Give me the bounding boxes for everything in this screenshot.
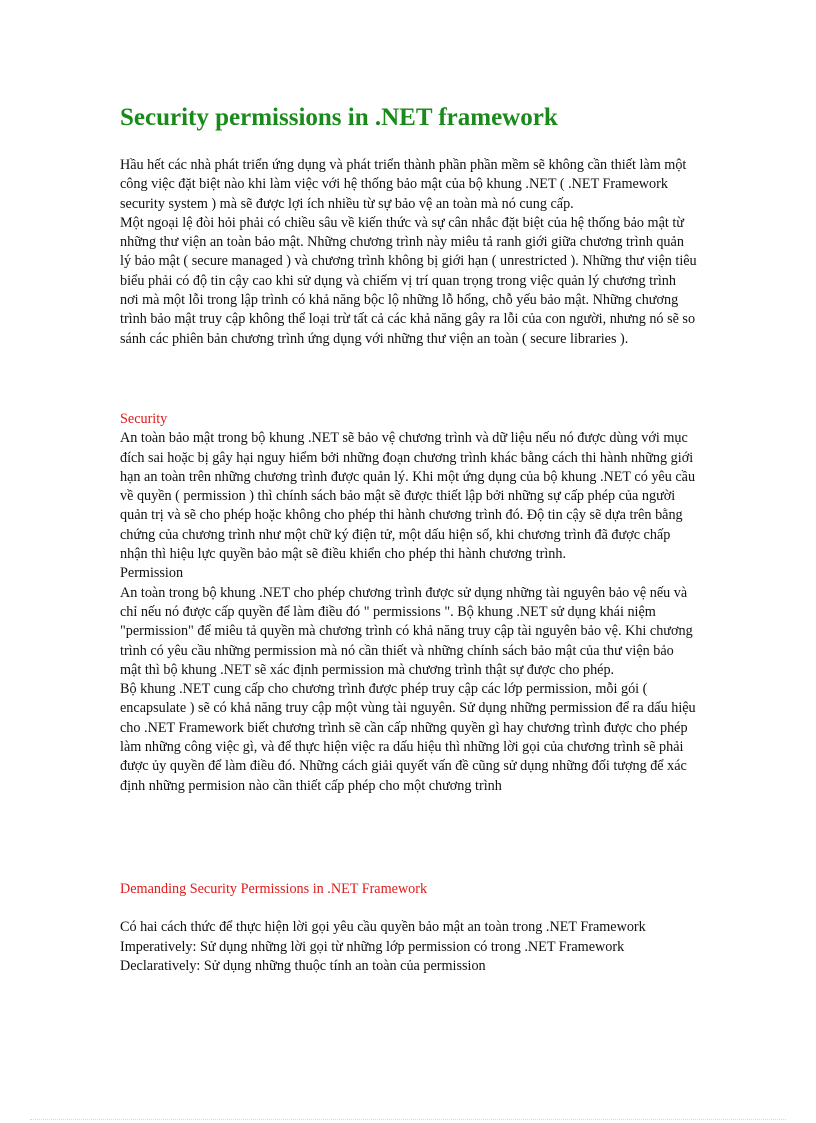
permission-heading: Permission [120,565,184,582]
imperatively-line: Imperatively: Sử dụng những lời gọi từ những lớp permission có trong .NET Framework [120,938,625,955]
demanding-heading: Demanding Security Permissions in .NET Framework [120,881,428,897]
permission-paragraph-1: An toàn trong bộ khung .NET cho phép chương trình được sử dụng những tài nguyên bảo vệ nếu và chỉ nếu nó được cấp quyền để làm điều đó " permissions ". Bộ khung .NET sử dụng khái niệm "permission" để miêu tả quyền mà chương trình có khả năng truy cập tài nguyên bảo vệ. Khi chương trình có yêu cầu những permission mà nó cần thiết và những chính sách bảo mật của thư viện bảo mật thì bộ khung .NET sẽ xác định permission mà chương trình thật sự được cho phép. [120,584,693,678]
declaratively-line: Declaratively: Sử dụng những thuộc tính an toàn của permission [120,957,486,974]
spacer [120,899,698,918]
security-section [120,410,698,796]
permission-paragraph-2: Bộ khung .NET cung cấp cho chương trình được phép truy cập các lớp permission, mỗi gói ( encapsulate ) sẽ có khả năng truy cập một vùng tài nguyên. Sử dụng những permission để ra dấu hiệu cho .NET Framework biết chương trình sẽ cần cấp những quyền gì hay chương trình được cho phép làm những công việc gì, và để thực hiện việc ra dấu hiệu thì những lời gọi của chương trình sẽ phải được ủy quyền để làm điều đó. Những cách giải quyết vấn đề cũng sử dụng những đối tượng để xác định những permision nào cần thiết cấp phép cho một chương trình [120,681,696,794]
page-title: Security permissions in .NET framework [120,104,558,131]
intro-paragraph-1: Hầu hết các nhà phát triển ứng dụng và phát triển thành phần phần mềm sẽ không cần thiết làm một công việc đặt biệt nào khi làm việc với hệ thống bảo mật của bộ khung .NET ( .NET Framework security system ) mà sẽ được lợi ích nhiều từ sự bảo vệ an toàn mà nó cung cấp. [120,157,687,212]
demanding-section [120,880,698,976]
security-heading: Security [120,411,168,427]
intro-paragraph-2: Một ngoại lệ đòi hỏi phải có chiều sâu về kiến thức và sự cân nhắc đặt biệt của hệ thống bảo mật từ những thư viện an toàn bảo mật. Những chương trình này miêu tả ranh giới giữa chương trình quản lý bảo mật ( secure managed ) và chương trình không bị giới hạn ( unrestricted ). Những thư viện tiêu biểu phải có độ tin cậy cao khi sử dụng và chiếm vị trí quan trọng trong việc quản lý chương trình nơi mà một lỗi trong lập trình có khả năng bộc lộ những lỗ hổng, chỗ yếu bảo mật. Những chương trình bảo mật truy cập không thể loại trừ tất cả các khả năng gây ra lỗi của con người, nhưng nó sẽ so sánh các phiên bản chương trình ứng dụng với những thư viện an toàn ( secure libraries ). [120,214,697,347]
security-paragraph: An toàn bảo mật trong bộ khung .NET sẽ bảo vệ chương trình và dữ liệu nếu nó được dùng với mục đích sai hoặc bị gây hại nguy hiểm bởi những đoạn chương trình khác bằng cách thi hành những giới hạn an toàn trên những chương trình được quản lý. Khi một ứng dụng của bộ khung .NET có yêu cầu về quyền ( permission ) thì chính sách bảo mật sẽ được thiết lập bởi những sự cấp phép của người quản trị và sẽ cho phép hoặc không cho phép thi hành chương trình đó. Độ tin cậy sẽ dựa trên bằng chứng của chương trình như một chữ ký điện tử, một dấu hiện số, khi chương trình đã được chấp nhận thì hiệu lực quyền bảo mật sẽ điều khiển cho phép thi hành chương trình. [120,430,696,563]
page-bottom-divider [30,1119,786,1120]
intro-section [120,156,698,349]
demanding-intro: Có hai cách thức để thực hiện lời gọi yêu cầu quyền bảo mật an toàn trong .NET Framework [120,919,646,936]
